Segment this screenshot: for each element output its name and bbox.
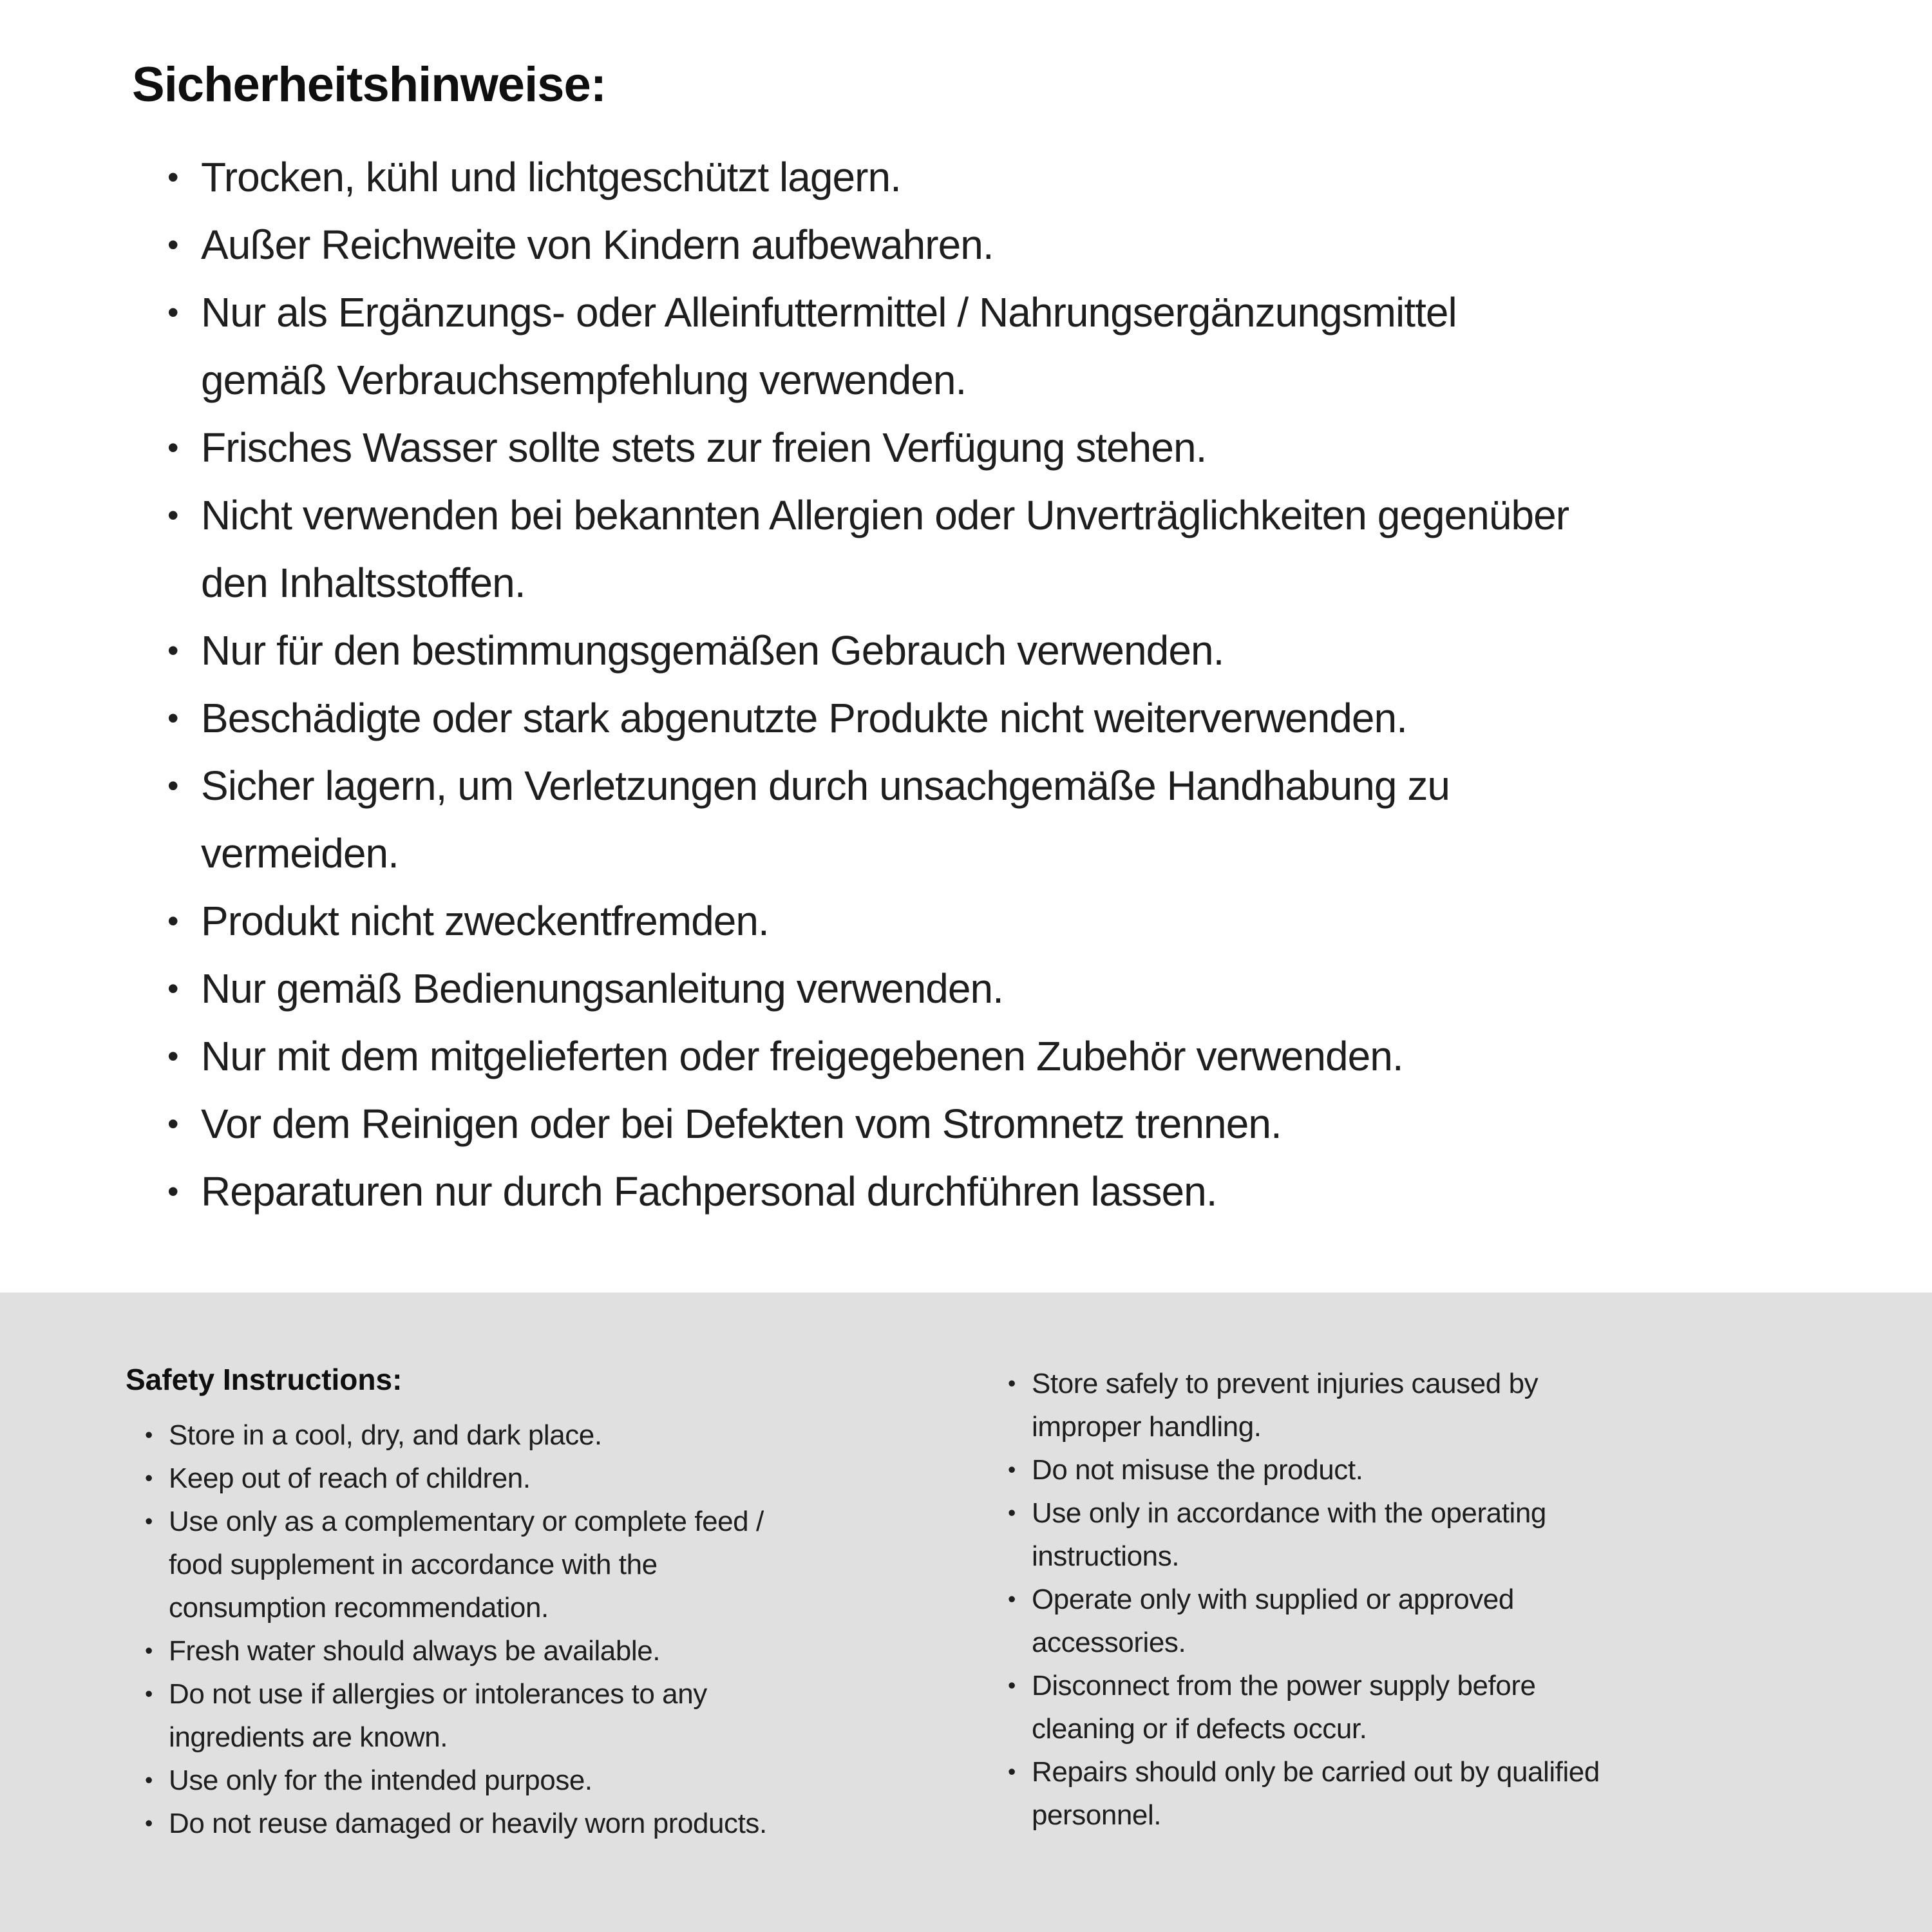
german-safety-item: • Nur für den bestimmungsgemäßen Gebrauch verwenden. [167, 617, 1584, 685]
english-safety-item: • Disconnect from the power supply before cleaning or if defects occur. [1008, 1664, 1645, 1750]
english-safety-list-right [1008, 1362, 1645, 1837]
english-safety-item: • Store in a cool, dry, and dark place. [145, 1414, 789, 1457]
english-safety-item: • Use only for the intended purpose. [145, 1759, 789, 1802]
german-safety-item: • Vor dem Reinigen oder bei Defekten vom Stromnetz trennen. [167, 1090, 1584, 1158]
german-safety-item: • Trocken, kühl und lichtgeschützt lagern. [167, 144, 1584, 211]
english-safety-list-left [145, 1414, 789, 1845]
english-safety-item: • Keep out of reach of children. [145, 1457, 789, 1500]
english-section [0, 1293, 1932, 1932]
english-safety-item: • Use only as a complementary or complete feed / food supplement in accordance with the consumption recommendation. [145, 1500, 789, 1629]
german-safety-item: • Nur mit dem mitgelieferten oder freigegebenen Zubehör verwenden. [167, 1023, 1584, 1090]
english-safety-item: • Do not misuse the product. [1008, 1448, 1645, 1492]
english-safety-item: • Operate only with supplied or approved accessories. [1008, 1578, 1645, 1664]
english-safety-item: • Repairs should only be carried out by qualified personnel. [1008, 1750, 1645, 1837]
english-title: Safety Instructions: [126, 1363, 402, 1396]
german-safety-item: • Frisches Wasser sollte stets zur freien Verfügung stehen. [167, 414, 1584, 482]
german-title: Sicherheitshinweise: [132, 57, 607, 112]
german-safety-item: • Produkt nicht zweckentfremden. [167, 887, 1584, 955]
german-safety-item: • Beschädigte oder stark abgenutzte Produkte nicht weiterverwenden. [167, 685, 1584, 752]
english-safety-item: • Use only in accordance with the operating instructions. [1008, 1492, 1645, 1578]
german-safety-item: • Reparaturen nur durch Fachpersonal durchführen lassen. [167, 1158, 1584, 1226]
english-left-column [126, 1362, 847, 1845]
german-safety-list [167, 144, 1584, 1226]
german-safety-item: • Nur gemäß Bedienungsanleitung verwenden. [167, 955, 1584, 1023]
english-safety-item: • Fresh water should always be available. [145, 1629, 789, 1672]
german-safety-item: • Sicher lagern, um Verletzungen durch unsachgemäße Handhabung zu vermeiden. [167, 752, 1584, 887]
german-safety-item: • Nur als Ergänzungs- oder Alleinfuttermittel / Nahrungsergänzungsmittel gemäß Verbrauchsempfehlung verwenden. [167, 279, 1584, 414]
english-safety-item: • Do not reuse damaged or heavily worn products. [145, 1802, 789, 1845]
english-safety-item: • Store safely to prevent injuries caused by improper handling. [1008, 1362, 1645, 1448]
german-safety-item: • Außer Reichweite von Kindern aufbewahren. [167, 211, 1584, 279]
english-right-column [1008, 1362, 1690, 1837]
german-safety-item: • Nicht verwenden bei bekannten Allergien oder Unverträglichkeiten gegenüber den Inhaltsstoffen. [167, 482, 1584, 617]
english-safety-item: • Do not use if allergies or intolerances to any ingredients are known. [145, 1672, 789, 1759]
